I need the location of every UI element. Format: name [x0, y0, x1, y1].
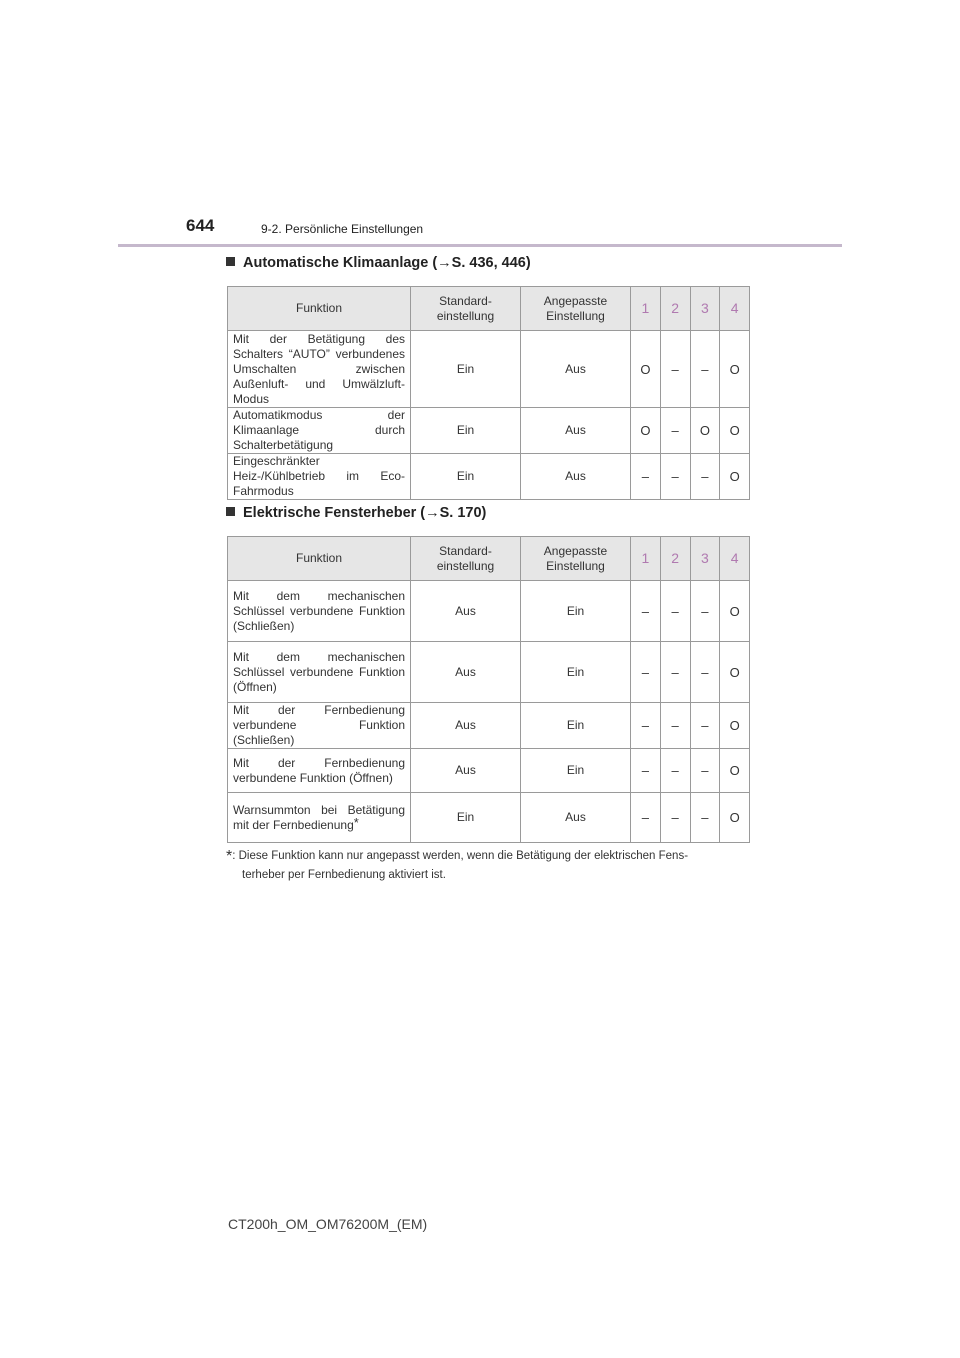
heading-climate — [226, 255, 531, 271]
cell-function: Mit der Fernbedienung verbundene Funktion (Schließen) — [228, 703, 411, 749]
cell-mark-3: – — [690, 749, 720, 793]
cell-custom: Ein — [521, 581, 631, 642]
cell-custom: Aus — [521, 793, 631, 843]
cell-mark-3: – — [690, 703, 720, 749]
cell-custom: Aus — [521, 331, 631, 408]
cell-function: Automatikmodus der Klimaanlage durch Schalterbetätigung — [228, 408, 411, 454]
cell-mark-2: – — [660, 642, 690, 703]
col-custom: Angepasste Einstellung — [521, 537, 631, 581]
square-bullet-icon — [226, 507, 235, 516]
col-num-3: 3 — [690, 287, 720, 331]
table-header-row — [228, 537, 750, 581]
footnote-marker: * — [353, 814, 359, 830]
cell-mark-4: O — [720, 703, 750, 749]
col-function: Funktion — [228, 537, 411, 581]
cell-mark-4: O — [720, 408, 750, 454]
col-num-1: 1 — [631, 537, 661, 581]
cell-default: Ein — [411, 793, 521, 843]
table-row — [228, 408, 750, 454]
footnote — [226, 847, 746, 885]
cell-custom: Ein — [521, 703, 631, 749]
cell-function: Mit dem mechanischen Schlüssel verbundene Funktion (Öffnen) — [228, 642, 411, 703]
cell-function: Mit dem mechanischen Schlüssel verbundene Funktion (Schließen) — [228, 581, 411, 642]
table-row — [228, 749, 750, 793]
cell-function: Mit der Betätigung des Schalters “AUTO” verbundenes Umschalten zwischen Außenluft- und Umwälzluft-Modus — [228, 331, 411, 408]
cell-mark-3: – — [690, 331, 720, 408]
cell-custom: Ein — [521, 749, 631, 793]
table-row — [228, 581, 750, 642]
cell-mark-3: – — [690, 793, 720, 843]
cell-custom: Aus — [521, 454, 631, 500]
cell-mark-1: O — [631, 408, 661, 454]
heading-windows — [226, 505, 486, 521]
col-num-3: 3 — [690, 537, 720, 581]
cell-mark-2: – — [660, 454, 690, 500]
cell-mark-3: – — [690, 642, 720, 703]
heading-text: Automatische Klimaanlage (→S. 436, 446) — [243, 255, 531, 271]
climate-settings-table — [227, 286, 750, 500]
table-row — [228, 793, 750, 843]
cell-default: Aus — [411, 642, 521, 703]
cell-mark-4: O — [720, 642, 750, 703]
cell-mark-4: O — [720, 331, 750, 408]
col-custom: Angepasste Einstellung — [521, 287, 631, 331]
table-header-row — [228, 287, 750, 331]
col-function: Funktion — [228, 287, 411, 331]
cell-mark-4: O — [720, 454, 750, 500]
cell-custom: Ein — [521, 642, 631, 703]
col-num-1: 1 — [631, 287, 661, 331]
col-num-2: 2 — [660, 537, 690, 581]
square-bullet-icon — [226, 257, 235, 266]
footnote-text-1: : Diese Funktion kann nur angepasst werden, wenn die Betätigung der elektrischen Fens- — [232, 850, 689, 862]
heading-text: Elektrische Fensterheber (→S. 170) — [243, 505, 487, 521]
table-row — [228, 642, 750, 703]
cell-default: Ein — [411, 331, 521, 408]
cell-default: Ein — [411, 408, 521, 454]
col-num-4: 4 — [720, 287, 750, 331]
table-row — [228, 454, 750, 500]
cell-mark-1: – — [631, 454, 661, 500]
section-title: 9-2. Persönliche Einstellungen — [261, 222, 424, 236]
cell-mark-1: – — [631, 642, 661, 703]
cell-function: Warnsummton bei Betätigung mit der Fernbedienung* — [228, 793, 411, 843]
cell-default: Aus — [411, 581, 521, 642]
page-number: 644 — [186, 216, 215, 235]
window-settings-table — [227, 536, 750, 843]
document-code: CT200h_OM_OM76200M_(EM) — [228, 1216, 428, 1232]
cell-mark-4: O — [720, 581, 750, 642]
table-row — [228, 331, 750, 408]
cell-mark-1: – — [631, 793, 661, 843]
cell-mark-2: – — [660, 793, 690, 843]
cell-mark-1: O — [631, 331, 661, 408]
cell-mark-4: O — [720, 793, 750, 843]
table-row — [228, 703, 750, 749]
cell-function: Mit der Fernbedienung verbundene Funktion (Öffnen) — [228, 749, 411, 793]
col-default: Standard- einstellung — [411, 287, 521, 331]
cell-mark-4: O — [720, 749, 750, 793]
cell-mark-1: – — [631, 703, 661, 749]
cell-default: Aus — [411, 749, 521, 793]
cell-mark-2: – — [660, 703, 690, 749]
cell-default: Aus — [411, 703, 521, 749]
col-num-4: 4 — [720, 537, 750, 581]
cell-mark-2: – — [660, 331, 690, 408]
cell-mark-3: – — [690, 581, 720, 642]
cell-mark-3: O — [690, 408, 720, 454]
cell-mark-2: – — [660, 749, 690, 793]
cell-mark-2: – — [660, 408, 690, 454]
cell-mark-3: – — [690, 454, 720, 500]
cell-custom: Aus — [521, 408, 631, 454]
header-rule — [118, 244, 842, 247]
footnote-text-2: terheber per Fernbedienung aktiviert ist. — [242, 869, 446, 881]
col-default: Standard- einstellung — [411, 537, 521, 581]
cell-mark-2: – — [660, 581, 690, 642]
cell-mark-1: – — [631, 581, 661, 642]
cell-mark-1: – — [631, 749, 661, 793]
cell-default: Ein — [411, 454, 521, 500]
footnote-star: * — [226, 848, 233, 865]
cell-function: Eingeschränkter Heiz-/Kühlbetrieb im Eco-Fahrmodus — [228, 454, 411, 500]
col-num-2: 2 — [660, 287, 690, 331]
